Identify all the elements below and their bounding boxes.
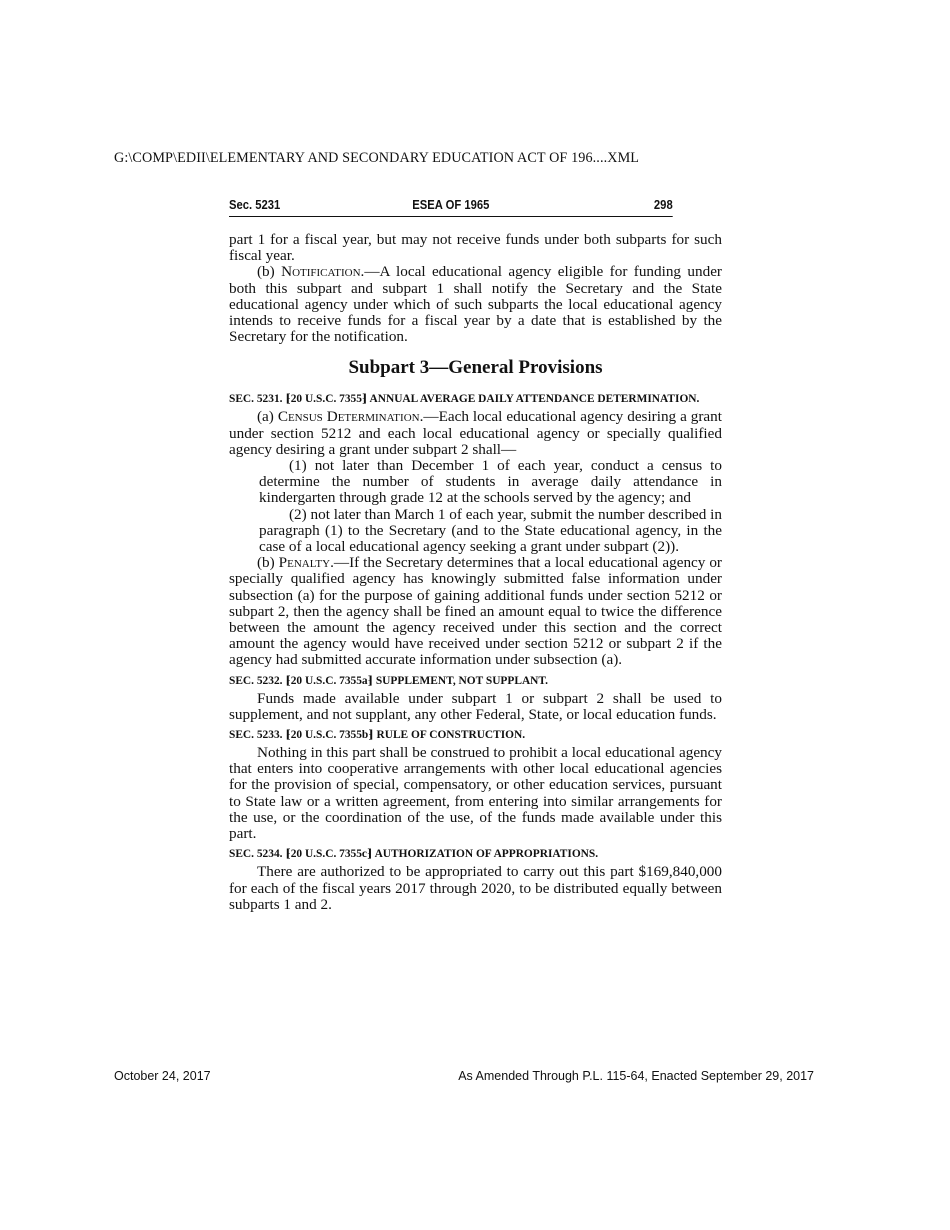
penalty-text: .—If the Secretary determines that a local educational agency or specially qualified agency has knowingly submitted false information under subsection (a) for the purpose of gaining additional funds under section 5212 or subpart 2, then the agency shall be fined an amount equal to twice the difference between the amount the agency received under this section and the correct amount the agency would have received under section 5212 or subpart 2 if the agency had submitted accurate information under subsection (a). <box>229 554 722 669</box>
penalty-paragraph <box>229 555 722 668</box>
notification-paragraph <box>229 264 722 345</box>
page-number: 298 <box>653 198 673 212</box>
footer-date: October 24, 2017 <box>114 1069 211 1083</box>
notification-text: .—A local educational agency eligible for funding under both this subpart and subpart 1 shall notify the Secretary and the State educational agency under which of such subparts the local educational agency intends to receive funds for a fiscal year by a date that is established by the Secretary for the notification. <box>229 263 722 346</box>
census-text: .—Each local educational agency desiring a grant under section 5212 and each local educational agency or specially qualified agency desiring a grant under subpart 2 shall— <box>229 408 722 458</box>
file-path: G:\COMP\EDII\ELEMENTARY AND SECONDARY EDUCATION ACT OF 196....XML <box>114 150 640 166</box>
penalty-prefix: (b) <box>257 554 279 572</box>
page-body <box>229 232 722 913</box>
census-label: Census Determination <box>277 408 420 426</box>
section-5234-text: There are authorized to be appropriated to carry out this part $169,840,000 for each of the fiscal years 2017 through 2020, to be distributed equally between subparts 1 and 2. <box>229 863 722 913</box>
census-prefix: (a) <box>257 408 278 426</box>
penalty-label: Penalty <box>278 554 331 572</box>
section-heading-5231: SEC. 5231. ⁅20 U.S.C. 7355⁆ ANNUAL AVERAGE DAILY ATTENDANCE DETERMINATION. <box>229 393 700 406</box>
census-paragraph <box>229 409 722 458</box>
running-head-section: Sec. 5231 <box>229 198 281 212</box>
continuation-paragraph: part 1 for a fiscal year, but may not receive funds under both subparts for such fiscal year. <box>229 231 722 265</box>
section-heading-5233: SEC. 5233. ⁅20 U.S.C. 7355b⁆ RULE OF CONSTRUCTION. <box>229 729 526 742</box>
running-head <box>229 198 673 217</box>
section-5232-text: Funds made available under subpart 1 or subpart 2 shall be used to supplement, and not supplant, any other Federal, State, or local education funds. <box>229 689 722 723</box>
section-5233-text: Nothing in this part shall be construed to prohibit a local educational agency that enters into cooperative arrangements with other local educational agencies for the provision of special, compensatory, or other education services, pursuant to State law or a written agreement, from entering into similar arrangements for the use, or the coordination of the use, of the funds made available under this part. <box>229 744 722 843</box>
notification-prefix: (b) <box>257 263 282 281</box>
running-head-title: ESEA OF 1965 <box>412 198 490 212</box>
notification-label: Notification <box>281 263 361 281</box>
subpart-heading: Subpart 3—General Provisions <box>348 357 603 379</box>
section-heading-5232: SEC. 5232. ⁅20 U.S.C. 7355a⁆ SUPPLEMENT, NOT SUPPLANT. <box>229 674 548 687</box>
paragraph-2: (2) not later than March 1 of each year, submit the number described in paragraph (1) to the Secretary (and to the State educational agency, in the case of a local educational agency seeking a grant under subpart (2)). <box>259 505 722 556</box>
paragraph-1: (1) not later than December 1 of each year, conduct a census to determine the number of students in average daily attendance in kindergarten through grade 12 at the schools served by the agency; and <box>259 457 722 507</box>
footer-amended: As Amended Through P.L. 115-64, Enacted September 29, 2017 <box>458 1069 814 1083</box>
section-heading-5234: SEC. 5234. ⁅20 U.S.C. 7355c⁆ AUTHORIZATION OF APPROPRIATIONS. <box>229 848 599 861</box>
